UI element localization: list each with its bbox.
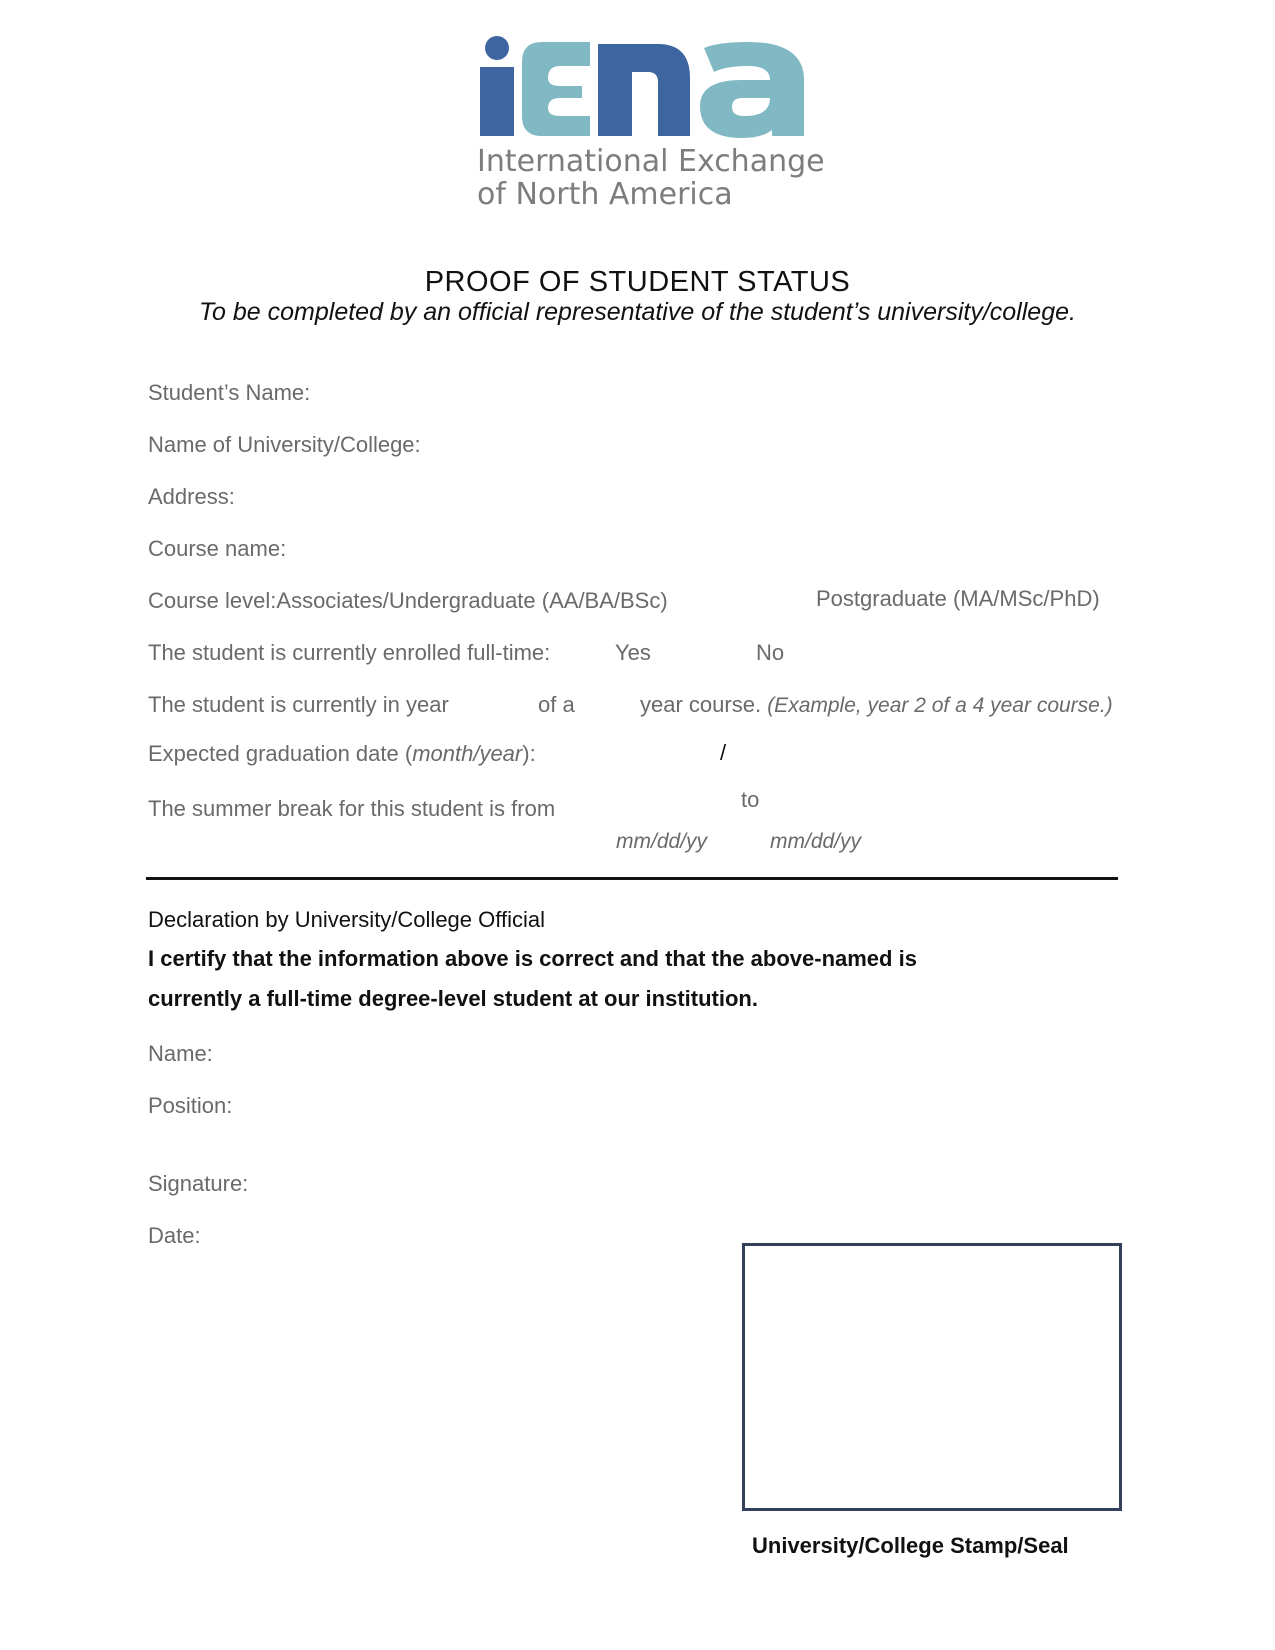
summer-break-label: The summer break for this student is from [148, 796, 556, 821]
graduation-format: month/year [412, 741, 523, 766]
logo-n [598, 44, 690, 136]
logo-i-stem [480, 67, 514, 136]
official-date-label: Date: [148, 1223, 201, 1248]
student-name-label: Student’s Name: [148, 380, 311, 405]
iena-logo [478, 36, 818, 142]
year-course-text: year course. [640, 692, 762, 717]
enrolled-no-option[interactable]: No [756, 640, 785, 665]
graduation-date-label [148, 741, 536, 767]
org-name-line1: International Exchange [477, 144, 825, 179]
stamp-seal-box[interactable] [742, 1243, 1122, 1511]
course-level-label: Course level: [148, 588, 277, 613]
logo-epsilon [522, 42, 590, 136]
graduation-date-slash: / [720, 740, 727, 765]
enrolled-yes-option[interactable]: Yes [615, 640, 651, 665]
year-course-label [640, 692, 1113, 718]
course-name-label: Course name: [148, 536, 287, 561]
course-level-row [148, 588, 668, 614]
official-signature-label: Signature: [148, 1171, 249, 1196]
course-level-undergrad-option[interactable]: Associates/Undergraduate (AA/BA/BSc) [276, 588, 668, 613]
year-example-text: (Example, year 2 of a 4 year course.) [767, 694, 1113, 717]
summer-from-hint: mm/dd/yy [616, 830, 708, 853]
declaration-statement-line2: currently a full-time degree-level student at our institution. [148, 986, 758, 1011]
official-name-label: Name: [148, 1041, 213, 1066]
declaration-statement-line1: I certify that the information above is correct and that the above-named is [148, 946, 917, 971]
summer-break-to-label: to [741, 787, 760, 812]
logo-a [700, 42, 804, 138]
graduation-suffix: ): [522, 741, 536, 766]
stamp-seal-caption: University/College Stamp/Seal [752, 1533, 1069, 1558]
page-subtitle: To be completed by an official representative of the student’s university/college. [199, 298, 1076, 326]
enrolled-label: The student is currently enrolled full-time: [148, 640, 551, 665]
org-name-line2: of North America [477, 177, 733, 212]
section-divider [146, 877, 1118, 880]
official-position-label: Position: [148, 1093, 233, 1118]
address-label: Address: [148, 484, 235, 509]
course-level-postgrad-option[interactable]: Postgraduate (MA/MSc/PhD) [816, 586, 1100, 611]
declaration-heading: Declaration by University/College Official [148, 907, 545, 932]
graduation-prefix: Expected graduation date ( [148, 741, 413, 766]
logo-i-dot [485, 36, 509, 60]
page-title: PROOF OF STUDENT STATUS [424, 266, 851, 298]
year-prefix-label: The student is currently in year [148, 692, 449, 717]
summer-to-hint: mm/dd/yy [770, 830, 862, 853]
year-of-label: of a [538, 692, 575, 717]
university-name-label: Name of University/College: [148, 432, 421, 457]
